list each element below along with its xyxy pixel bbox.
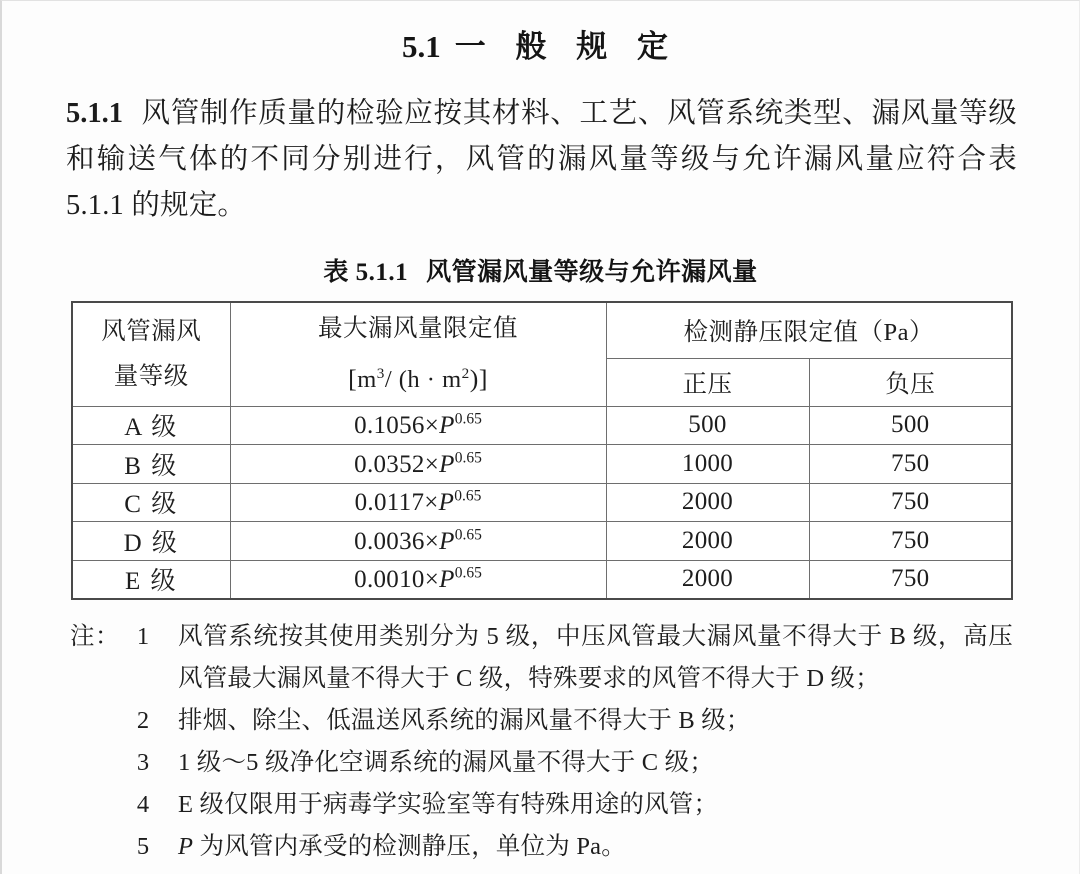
header-max-leakage [230,302,606,406]
table-container [71,301,1011,600]
formula-coefficient: 0.0352 [354,450,425,478]
table-row [72,522,1012,561]
formula-base: P [439,527,455,555]
formula-coefficient: 0.0036 [354,527,425,555]
formula-coefficient: 0.0117 [354,489,425,517]
cell-positive-pressure: 500 [606,406,809,445]
cell-negative-pressure: 750 [809,483,1012,522]
table-notes [2,616,1079,868]
clause-text: 风管制作质量的检验应按其材料、工艺、风管系统类型、漏风量等级和输送气体的不同分别进行，风管的漏风量等级与允许漏风量应符合表 5.1.1 的规定。 [66,98,1017,222]
unit-bracket-open: [ [348,364,358,394]
table-head [72,302,1012,406]
cell-positive-pressure: 2000 [606,560,809,599]
table-caption [2,252,1079,288]
table-row [72,445,1012,484]
formula-base: P [439,412,455,440]
header-max-leakage-unit [231,351,606,402]
section-title-text: 一 般 规 定 [454,29,679,64]
unit-m-exponent: 3 [376,365,385,383]
table-row [72,406,1012,445]
table-row [72,560,1012,599]
formula-exponent: 0.65 [454,564,482,582]
header-positive-pressure: 正压 [606,358,809,406]
cell-positive-pressure: 2000 [606,483,809,522]
note-text: E 级仅限用于病毒学实验室等有特殊用途的风管； [178,790,719,818]
cell-negative-pressure: 750 [809,560,1012,599]
formula-exponent: 0.65 [454,487,482,505]
note-item [2,616,1079,700]
formula-base: P [438,489,455,517]
note-text: 1 级～5 级净化空调系统的漏风量不得大于 C 级； [178,748,715,776]
note-text-body: 为风管内承受的检测静压，单位为 Pa。 [199,832,626,860]
formula-times: × [424,450,440,478]
formula-coefficient: 0.0010 [354,565,425,593]
note-index: 3 [136,748,150,776]
table-caption-number: 表 5.1.1 [323,259,409,287]
unit-mid: / (h · m [384,366,462,394]
note-index: 5 [136,832,150,860]
cell-negative-pressure: 750 [809,445,1012,484]
section-number: 5.1 [402,29,441,64]
formula-exponent: 0.65 [454,449,482,467]
formula-exponent: 0.65 [454,410,482,428]
note-index: 1 [136,622,150,650]
cell-formula [230,522,606,561]
cell-negative-pressure: 500 [809,406,1012,445]
table-caption-title: 风管漏风量等级与允许漏风量 [426,259,758,287]
header-grade-line1: 风管漏风 [101,318,202,346]
clause-number: 5.1.1 [66,98,123,130]
table-body [72,406,1012,599]
table-row [72,483,1012,522]
header-max-leakage-line1: 最大漏风量限定值 [318,315,518,343]
note-text: 排烟、除尘、低温送风系统的漏风量不得大于 B 级； [178,706,751,734]
formula-exponent: 0.65 [454,526,482,544]
note-item [2,826,1079,868]
header-negative-pressure: 负压 [809,358,1012,406]
note-index: 2 [136,706,150,734]
cell-formula [230,406,606,445]
cell-formula [230,483,606,522]
note-text: 风管系统按其使用类别分为 5 级，中压风管最大漏风量不得大于 B 级，高压风管最大漏风量不得大于 C 级，特殊要求的风管不得大于 D 级； [178,622,1013,692]
header-grade-line2: 量等级 [113,363,189,391]
cell-grade: E 级 [72,560,230,599]
unit-m: m [357,366,377,394]
notes-label: 注： [70,622,120,650]
leakage-grade-table [71,301,1013,600]
cell-grade: B 级 [72,445,230,484]
cell-positive-pressure: 1000 [606,445,809,484]
clause-paragraph [66,91,1017,229]
formula-base: P [439,565,455,593]
formula-coefficient: 0.1056 [354,412,425,440]
cell-negative-pressure: 750 [809,522,1012,561]
unit-m2-exponent: 2 [461,365,470,383]
unit-bracket-close: )] [469,364,488,394]
note-text [156,826,1079,868]
formula-times: × [424,527,440,555]
formula-times: × [424,489,439,517]
header-grade [72,302,230,406]
formula-times: × [424,565,440,593]
cell-grade: A 级 [72,406,230,445]
note-item [2,784,1079,826]
table-header-row-1 [72,302,1012,358]
section-heading [2,28,1079,65]
note-item [2,700,1079,742]
cell-formula [230,445,606,484]
formula-base: P [439,450,455,478]
header-static-pressure: 检测静压限定值（Pa） [606,302,1012,358]
note-item [2,742,1079,784]
note-symbol-p: P [178,832,194,860]
cell-formula [230,560,606,599]
cell-grade: D 级 [72,522,230,561]
cell-grade: C 级 [72,483,230,522]
note-index: 4 [136,790,150,818]
formula-times: × [424,412,440,440]
cell-positive-pressure: 2000 [606,522,809,561]
